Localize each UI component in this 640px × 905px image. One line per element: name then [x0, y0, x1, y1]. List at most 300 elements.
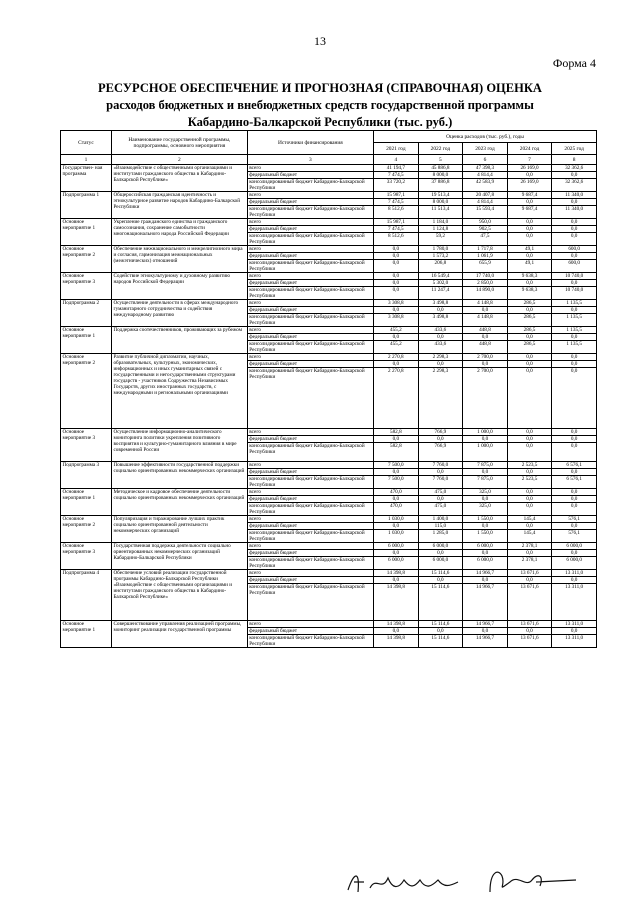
row-value: 3 498,8: [418, 300, 463, 307]
row-value: 19 513,4: [418, 192, 463, 199]
row-value: 0,0: [507, 628, 552, 635]
row-value: 0,0: [507, 489, 552, 496]
row-source: консолидированный бюджет Кабардино-Балкарской Республики: [247, 206, 373, 219]
row-value: 766,9: [418, 429, 463, 436]
row-value: 9 638,3: [507, 273, 552, 280]
row-value: 13 671,6: [507, 621, 552, 628]
row-value: 13 311,0: [552, 621, 597, 628]
row-value: 15 114,6: [418, 584, 463, 621]
row-value: 7 474,5: [374, 199, 419, 206]
row-name: «Взаимодействие с общественными организациями и институтами гражданского общества в Кабардино-Балкарской Республике»: [111, 165, 247, 192]
row-value: 0,0: [418, 334, 463, 341]
row-value: 0,0: [418, 628, 463, 635]
row-value: 0,0: [463, 307, 508, 314]
row-source: всего: [247, 192, 373, 199]
row-value: 448,8: [463, 327, 508, 334]
row-value: 286,5: [507, 314, 552, 327]
row-source: федеральный бюджет: [247, 172, 373, 179]
col-number: 3: [247, 155, 373, 165]
row-status: Основное мероприятие 3: [61, 273, 112, 300]
table-row: [61, 570, 597, 577]
row-value: 1 030,0: [374, 530, 419, 543]
row-status: Основное мероприятие 1: [61, 621, 112, 648]
row-value: 2 700,0: [463, 368, 508, 429]
title-line-2: расходов бюджетных и внебюджетных средств государственной программы: [106, 98, 534, 112]
row-value: 0,0: [374, 628, 419, 635]
row-value: 0,0: [374, 436, 419, 443]
row-name: Укрепление гражданского единства и гражданского самосознания, сохранение самобытности многонационального народа Российской Федерации: [111, 219, 247, 246]
row-value: 2 270,8: [374, 368, 419, 429]
row-source: федеральный бюджет: [247, 469, 373, 476]
table-row: [61, 327, 597, 334]
row-value: 1 573,2: [418, 253, 463, 260]
row-value: 14 966,7: [463, 621, 508, 628]
row-status: Основное мероприятие 2: [61, 516, 112, 543]
row-status: Государствен- ная программа: [61, 165, 112, 192]
row-value: 0,0: [463, 523, 508, 530]
signature: [340, 862, 590, 898]
row-value: 1 000,0: [463, 429, 508, 436]
row-value: 49,1: [507, 246, 552, 253]
row-value: 145,4: [507, 516, 552, 523]
row-value: 0,0: [507, 496, 552, 503]
row-value: 14 398,8: [374, 584, 419, 621]
col-number: 4: [374, 155, 419, 165]
header-year: 2022 год: [418, 143, 463, 155]
row-value: 1 184,0: [418, 219, 463, 226]
row-source: консолидированный бюджет Кабардино-Балкарской Республики: [247, 476, 373, 489]
row-value: 0,0: [507, 233, 552, 246]
row-value: 0,0: [552, 199, 597, 206]
row-value: 0,0: [374, 280, 419, 287]
row-value: 0,0: [507, 334, 552, 341]
row-value: 42 583,9: [463, 179, 508, 192]
row-value: 14 966,7: [463, 635, 508, 648]
row-value: 0,0: [507, 253, 552, 260]
row-source: всего: [247, 300, 373, 307]
header-year: 2024 год: [507, 143, 552, 155]
row-status: Основное мероприятие 3: [61, 543, 112, 570]
table-row: [61, 462, 597, 469]
table-row: [61, 273, 597, 280]
row-value: 7 760,0: [418, 476, 463, 489]
row-value: 7 474,5: [374, 172, 419, 179]
row-value: 0,0: [463, 496, 508, 503]
row-value: 14 890,0: [463, 287, 508, 300]
row-status: Основное мероприятие 2: [61, 246, 112, 273]
row-value: 11 247,4: [418, 287, 463, 300]
row-status: Подпрограмма 4: [61, 570, 112, 621]
row-value: 1 550,0: [463, 516, 508, 523]
row-value: 0,0: [374, 334, 419, 341]
row-source: консолидированный бюджет Кабардино-Балкарской Республики: [247, 314, 373, 327]
row-source: федеральный бюджет: [247, 628, 373, 635]
row-value: 433,6: [418, 327, 463, 334]
row-value: 3 308,8: [374, 314, 419, 327]
row-value: 0,0: [552, 550, 597, 557]
row-value: 15 114,6: [418, 621, 463, 628]
row-value: 582,8: [374, 443, 419, 462]
row-value: 766,9: [418, 443, 463, 462]
row-value: 15 114,6: [418, 570, 463, 577]
col-number: 5: [418, 155, 463, 165]
row-source: консолидированный бюджет Кабардино-Балкарской Республики: [247, 443, 373, 462]
row-source: консолидированный бюджет Кабардино-Балкарской Республики: [247, 635, 373, 648]
row-value: 15 987,1: [374, 219, 419, 226]
row-value: 475,0: [418, 489, 463, 496]
header-year: 2023 год: [463, 143, 508, 155]
row-value: 9 687,4: [507, 206, 552, 219]
table-row: [61, 246, 597, 253]
row-value: 325,0: [463, 489, 508, 496]
header-name: Наименование государственной программы, подпрограммы, основного мероприятия: [111, 131, 247, 155]
row-name: Популяризация и тиражирование лучших практик социально ориентированной деятельности некоммерческих организаций: [111, 516, 247, 543]
row-value: 41 194,7: [374, 165, 419, 172]
row-value: 286,5: [507, 327, 552, 334]
row-value: 1 030,0: [374, 516, 419, 523]
row-status: Основное мероприятие 3: [61, 429, 112, 462]
row-status: Основное мероприятие 1: [61, 327, 112, 354]
row-value: 6 000,0: [463, 543, 508, 550]
row-name: Поддержка соотечественников, проживающих за рубежом: [111, 327, 247, 354]
row-value: 17 740,0: [463, 273, 508, 280]
row-source: консолидированный бюджет Кабардино-Балкарской Республики: [247, 503, 373, 516]
col-number: 7: [507, 155, 552, 165]
row-value: 20 407,8: [463, 192, 508, 199]
row-value: 0,0: [552, 577, 597, 584]
row-source: всего: [247, 543, 373, 550]
title-line-3: Кабардино-Балкарской Республики (тыс. руб.): [187, 115, 453, 129]
row-value: 10 740,0: [552, 287, 597, 300]
row-value: 0,0: [552, 307, 597, 314]
row-value: 2 850,0: [463, 280, 508, 287]
row-value: 325,0: [463, 503, 508, 516]
row-value: 0,0: [463, 334, 508, 341]
row-value: 0,0: [552, 354, 597, 361]
row-source: всего: [247, 354, 373, 361]
row-value: 1 135,5: [552, 341, 597, 354]
row-source: всего: [247, 462, 373, 469]
row-source: консолидированный бюджет Кабардино-Балкарской Республики: [247, 179, 373, 192]
row-value: 14 966,7: [463, 584, 508, 621]
row-value: 0,0: [507, 443, 552, 462]
row-value: 0,0: [552, 280, 597, 287]
row-value: 0,0: [552, 253, 597, 260]
row-value: 0,0: [552, 523, 597, 530]
row-value: 4 148,8: [463, 300, 508, 307]
row-value: 1 061,9: [463, 253, 508, 260]
row-value: 0,0: [507, 226, 552, 233]
row-value: 600,0: [552, 260, 597, 273]
document-title: [40, 80, 600, 131]
row-value: 13 671,6: [507, 635, 552, 648]
row-value: 0,0: [552, 226, 597, 233]
table-row: [61, 516, 597, 523]
row-value: 37 886,8: [418, 179, 463, 192]
row-value: 0,0: [507, 503, 552, 516]
row-value: 2 700,0: [463, 354, 508, 361]
row-value: 0,0: [507, 199, 552, 206]
row-value: 0,0: [552, 489, 597, 496]
row-value: 11 340,0: [552, 206, 597, 219]
row-value: 950,0: [463, 219, 508, 226]
row-value: 32 362,6: [552, 165, 597, 172]
row-source: федеральный бюджет: [247, 199, 373, 206]
row-value: 0,0: [374, 496, 419, 503]
form-label: Форма 4: [552, 56, 596, 70]
row-value: 7 500,0: [374, 462, 419, 469]
row-value: 45 886,8: [418, 165, 463, 172]
row-value: 448,8: [463, 341, 508, 354]
row-value: 0,0: [418, 307, 463, 314]
row-value: 13 311,0: [552, 570, 597, 577]
row-value: 16 549,4: [418, 273, 463, 280]
row-value: 15 987,1: [374, 192, 419, 199]
row-value: 32 362,6: [552, 179, 597, 192]
row-status: Основное мероприятие 2: [61, 354, 112, 429]
row-value: 5 302,0: [418, 280, 463, 287]
row-value: 0,0: [374, 469, 419, 476]
title-line-1: РЕСУРСНОЕ ОБЕСПЕЧЕНИЕ И ПРОГНОЗНАЯ (СПРАВОЧНАЯ) ОЦЕНКА: [98, 81, 542, 95]
row-value: 0,0: [374, 246, 419, 253]
row-value: 6 000,0: [374, 557, 419, 570]
row-value: 1 135,5: [552, 327, 597, 334]
row-value: 0,0: [507, 469, 552, 476]
row-value: 11 340,0: [552, 192, 597, 199]
row-status: Основное мероприятие 1: [61, 489, 112, 516]
row-source: консолидированный бюджет Кабардино-Балкарской Республики: [247, 341, 373, 354]
row-value: 6 000,0: [552, 557, 597, 570]
row-value: 145,4: [507, 530, 552, 543]
row-value: 14 398,8: [374, 635, 419, 648]
row-value: 0,0: [507, 219, 552, 226]
row-source: федеральный бюджет: [247, 253, 373, 260]
resource-table: [60, 130, 597, 648]
row-value: 1 550,0: [463, 530, 508, 543]
row-value: 3 308,8: [374, 300, 419, 307]
row-source: всего: [247, 489, 373, 496]
row-value: 8 000,0: [418, 199, 463, 206]
row-status: Основное мероприятие 1: [61, 219, 112, 246]
row-value: 0,0: [507, 280, 552, 287]
row-value: 26 169,0: [507, 165, 552, 172]
row-value: 9 687,4: [507, 192, 552, 199]
row-value: 470,0: [374, 503, 419, 516]
row-value: 470,0: [374, 489, 419, 496]
row-source: консолидированный бюджет Кабардино-Балкарской Республики: [247, 260, 373, 273]
row-value: 6 576,1: [552, 476, 597, 489]
row-value: 475,0: [418, 503, 463, 516]
row-value: 0,0: [374, 523, 419, 530]
row-name: Осуществление информационно-аналитического мониторинга политики укрепления позитивного восприятия и культурно-гуманитарного влияния в мире современной России: [111, 429, 247, 462]
row-value: 2 298,3: [418, 354, 463, 361]
row-source: консолидированный бюджет Кабардино-Балкарской Республики: [247, 368, 373, 429]
row-value: 0,0: [552, 503, 597, 516]
row-value: 576,1: [552, 530, 597, 543]
header-year: 2021 год: [374, 143, 419, 155]
row-value: 0,0: [463, 469, 508, 476]
row-value: 0,0: [552, 628, 597, 635]
row-value: 15 114,6: [418, 635, 463, 648]
row-source: консолидированный бюджет Кабардино-Балкарской Республики: [247, 287, 373, 300]
row-source: федеральный бюджет: [247, 577, 373, 584]
table-row: [61, 219, 597, 226]
row-value: 0,0: [418, 577, 463, 584]
row-value: 1 000,0: [463, 443, 508, 462]
row-value: 6 000,0: [418, 557, 463, 570]
row-value: 0,0: [374, 361, 419, 368]
row-value: 7 474,5: [374, 226, 419, 233]
row-value: 0,0: [552, 469, 597, 476]
row-value: 1 124,8: [418, 226, 463, 233]
row-value: 8 512,6: [374, 206, 419, 219]
row-value: 115,0: [418, 523, 463, 530]
row-value: 1 285,0: [418, 530, 463, 543]
row-value: 0,0: [507, 368, 552, 429]
row-value: 600,0: [552, 246, 597, 253]
row-value: 7 500,0: [374, 476, 419, 489]
row-value: 15 593,4: [463, 206, 508, 219]
table-row: [61, 192, 597, 199]
row-value: 0,0: [374, 550, 419, 557]
row-name: Повышение эффективности государственной поддержки социально ориентированных некоммерческих организаций: [111, 462, 247, 489]
row-value: 0,0: [507, 577, 552, 584]
row-value: 576,1: [552, 516, 597, 523]
row-value: 13 311,0: [552, 635, 597, 648]
row-value: 0,0: [463, 577, 508, 584]
row-value: 1 780,0: [418, 246, 463, 253]
row-value: 0,0: [552, 219, 597, 226]
row-value: 0,0: [374, 260, 419, 273]
row-value: 1 717,8: [463, 246, 508, 253]
row-value: 206,8: [418, 260, 463, 273]
row-value: 455,2: [374, 327, 419, 334]
row-value: 6 000,0: [374, 543, 419, 550]
table-body: [61, 165, 597, 648]
row-value: 0,0: [374, 273, 419, 280]
row-value: 14 966,7: [463, 570, 508, 577]
row-value: 9 638,3: [507, 287, 552, 300]
row-value: 7 875,0: [463, 462, 508, 469]
table-row: [61, 354, 597, 361]
row-value: 6 000,0: [552, 543, 597, 550]
header-status: Статус: [61, 131, 112, 155]
row-source: консолидированный бюджет Кабардино-Балкарской Республики: [247, 557, 373, 570]
row-value: 0,0: [507, 354, 552, 361]
row-value: 0,0: [418, 469, 463, 476]
row-value: 0,0: [418, 361, 463, 368]
row-value: 6 000,0: [418, 543, 463, 550]
table-row: [61, 489, 597, 496]
row-source: консолидированный бюджет Кабардино-Балкарской Республики: [247, 233, 373, 246]
page-number: 13: [314, 34, 326, 48]
table-row: [61, 429, 597, 436]
row-value: 0,0: [552, 429, 597, 436]
row-value: 13 671,6: [507, 584, 552, 621]
row-name: Общероссийская гражданская идентичность и этнокультурное развитие народов Кабардино-Балкарской Республики: [111, 192, 247, 219]
row-value: 0,0: [507, 307, 552, 314]
row-source: всего: [247, 246, 373, 253]
row-value: 47 398,3: [463, 165, 508, 172]
row-value: 0,0: [552, 233, 597, 246]
row-value: 286,5: [507, 341, 552, 354]
row-value: 2 298,3: [418, 368, 463, 429]
row-value: 4 148,8: [463, 314, 508, 327]
row-status: Подпрограмма 1: [61, 192, 112, 219]
row-value: 4 814,4: [463, 172, 508, 179]
row-value: 1 400,0: [418, 516, 463, 523]
header-year: 2025 год: [552, 143, 597, 155]
row-value: 0,0: [507, 436, 552, 443]
row-value: 6 576,1: [552, 462, 597, 469]
row-source: федеральный бюджет: [247, 307, 373, 314]
row-value: 0,0: [374, 287, 419, 300]
row-value: 582,8: [374, 429, 419, 436]
row-value: 33 720,2: [374, 179, 419, 192]
row-value: 0,0: [374, 253, 419, 260]
header-estimate: Оценка расходов (тыс. руб.), годы: [374, 131, 597, 143]
row-source: федеральный бюджет: [247, 280, 373, 287]
row-value: 0,0: [507, 550, 552, 557]
row-value: 0,0: [552, 496, 597, 503]
row-value: 0,0: [552, 172, 597, 179]
row-source: всего: [247, 327, 373, 334]
row-value: 4 814,4: [463, 199, 508, 206]
row-source: федеральный бюджет: [247, 550, 373, 557]
row-source: всего: [247, 219, 373, 226]
row-value: 13 311,0: [552, 584, 597, 621]
row-value: 2 523,5: [507, 476, 552, 489]
row-value: 6 000,0: [463, 557, 508, 570]
row-value: 0,0: [507, 429, 552, 436]
row-value: 286,5: [507, 300, 552, 307]
col-number: 8: [552, 155, 597, 165]
row-value: 0,0: [552, 443, 597, 462]
row-source: федеральный бюджет: [247, 523, 373, 530]
col-number: 2: [111, 155, 247, 165]
row-value: 14 398,8: [374, 570, 419, 577]
row-status: Подпрограмма 3: [61, 462, 112, 489]
row-source: всего: [247, 429, 373, 436]
row-name: Обеспечение условий реализации государственной программы Кабардино-Балкарской Республики «Взаимодействие с общественными организациями и институтами гражданского общества в Кабардино-Балкарской Республике»: [111, 570, 247, 621]
row-source: федеральный бюджет: [247, 334, 373, 341]
row-value: 2 523,5: [507, 462, 552, 469]
row-value: 0,0: [507, 172, 552, 179]
row-value: 1 135,5: [552, 300, 597, 307]
table-row: [61, 165, 597, 172]
row-value: 10 740,0: [552, 273, 597, 280]
row-source: всего: [247, 165, 373, 172]
row-value: 0,0: [463, 361, 508, 368]
row-source: федеральный бюджет: [247, 436, 373, 443]
row-value: 0,0: [552, 368, 597, 429]
table-row: [61, 621, 597, 628]
row-value: 1 135,5: [552, 314, 597, 327]
row-value: 26 169,0: [507, 179, 552, 192]
row-value: 0,0: [552, 436, 597, 443]
row-name: Методическое и кадровое обеспечение деятельности социально ориентированных некоммерческих организаций: [111, 489, 247, 516]
row-status: Подпрограмма 2: [61, 300, 112, 327]
row-value: 7 760,0: [418, 462, 463, 469]
row-value: 655,9: [463, 260, 508, 273]
col-number: 1: [61, 155, 112, 165]
row-value: 0,0: [507, 361, 552, 368]
row-value: 433,6: [418, 341, 463, 354]
row-source: федеральный бюджет: [247, 361, 373, 368]
row-value: 902,5: [463, 226, 508, 233]
row-value: 3 498,8: [418, 314, 463, 327]
row-value: 0,0: [552, 361, 597, 368]
